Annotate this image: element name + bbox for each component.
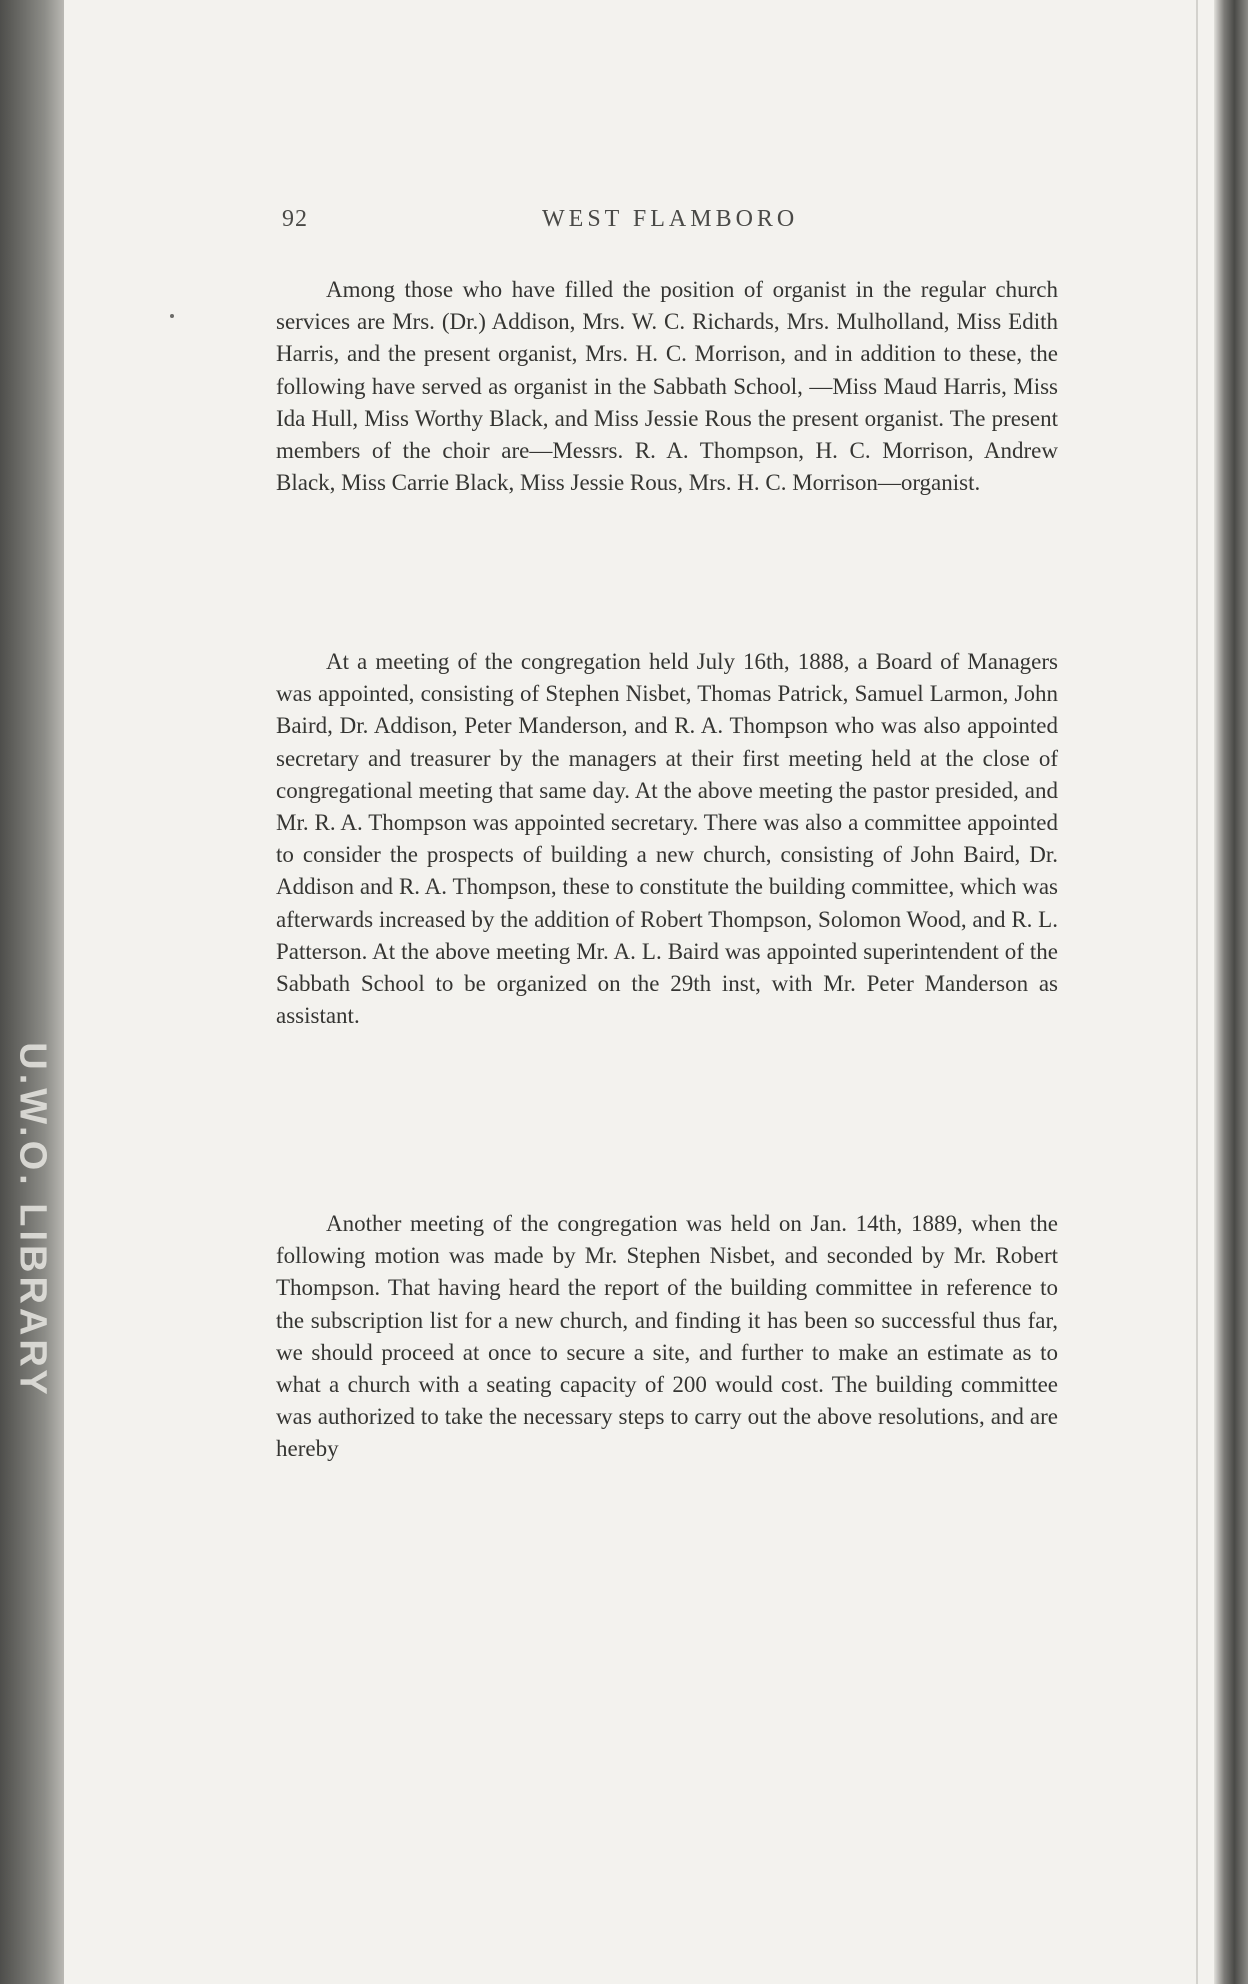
running-head: WEST FLAMBORO bbox=[542, 206, 799, 232]
paragraph-text: Among those who have filled the position of organist in the regular church services are Mrs. (Dr.) Addison, Mrs. W. C. Richards, Mrs. Mulholland, Miss Edith Harris, and the present organist, Mrs. H. C. Morrison, and in addition to these, the following have served as organist in the Sabbath School, —Miss Maud Harris, Miss Ida Hull, Miss Worthy Black, and Miss Jessie Rous the present organist. The present members of the choir are—Messrs. R. A. Thompson, H. C. Morrison, Andrew Black, Miss Carrie Black, Miss Jessie Rous, Mrs. H. C. Morrison—organist. bbox=[276, 277, 1058, 496]
paragraph-board-of-managers bbox=[276, 646, 1058, 1032]
next-page-edge bbox=[1214, 0, 1248, 1984]
page-number: 92 bbox=[282, 206, 308, 232]
library-stamp-text: U.W.O. LIBRARY bbox=[11, 1041, 54, 1399]
paragraph-text: At a meeting of the congregation held July 16th, 1888, a Board of Managers was appointed, consisting of Stephen Nisbet, Thomas Patrick, Samuel Larmon, John Baird, Dr. Addison, Peter Manderson, and R. A. Thompson who was also appointed secretary and treasurer by the managers at their first meeting held at the close of congregational meeting that same day. At the above meeting the pastor presided, and Mr. R. A. Thompson was appointed secretary. There was also a committee appointed to consider the prospects of building a new church, consisting of John Baird, Dr. Addison and R. A. Thompson, these to constitute the building committee, which was afterwards increased by the addition of Robert Thompson, Solomon Wood, and R. L. Patterson. At the above meeting Mr. A. L. Baird was appointed superintendent of the Sabbath School to be organized on the 29th inst, with Mr. Peter Manderson as assistant. bbox=[276, 649, 1058, 1029]
book-spine bbox=[0, 0, 64, 1984]
page-edge-line bbox=[1196, 0, 1198, 1984]
ink-speck bbox=[170, 314, 174, 318]
paragraph-building-motion bbox=[276, 1208, 1058, 1466]
library-stamp bbox=[10, 950, 54, 1490]
paragraph-text: Another meeting of the congregation was held on Jan. 14th, 1889, when the following motion was made by Mr. Stephen Nisbet, and seconded by Mr. Robert Thompson. That having heard the report of the building committee in reference to the subscription list for a new church, and finding it has been so successful thus far, we should proceed at once to secure a site, and further to make an estimate as to what a church with a seating capacity of 200 would cost. The building committee was authorized to take the necessary steps to carry out the above resolutions, and are hereby bbox=[276, 1211, 1058, 1462]
paragraph-organists bbox=[276, 274, 1058, 499]
page-header bbox=[282, 206, 1062, 242]
